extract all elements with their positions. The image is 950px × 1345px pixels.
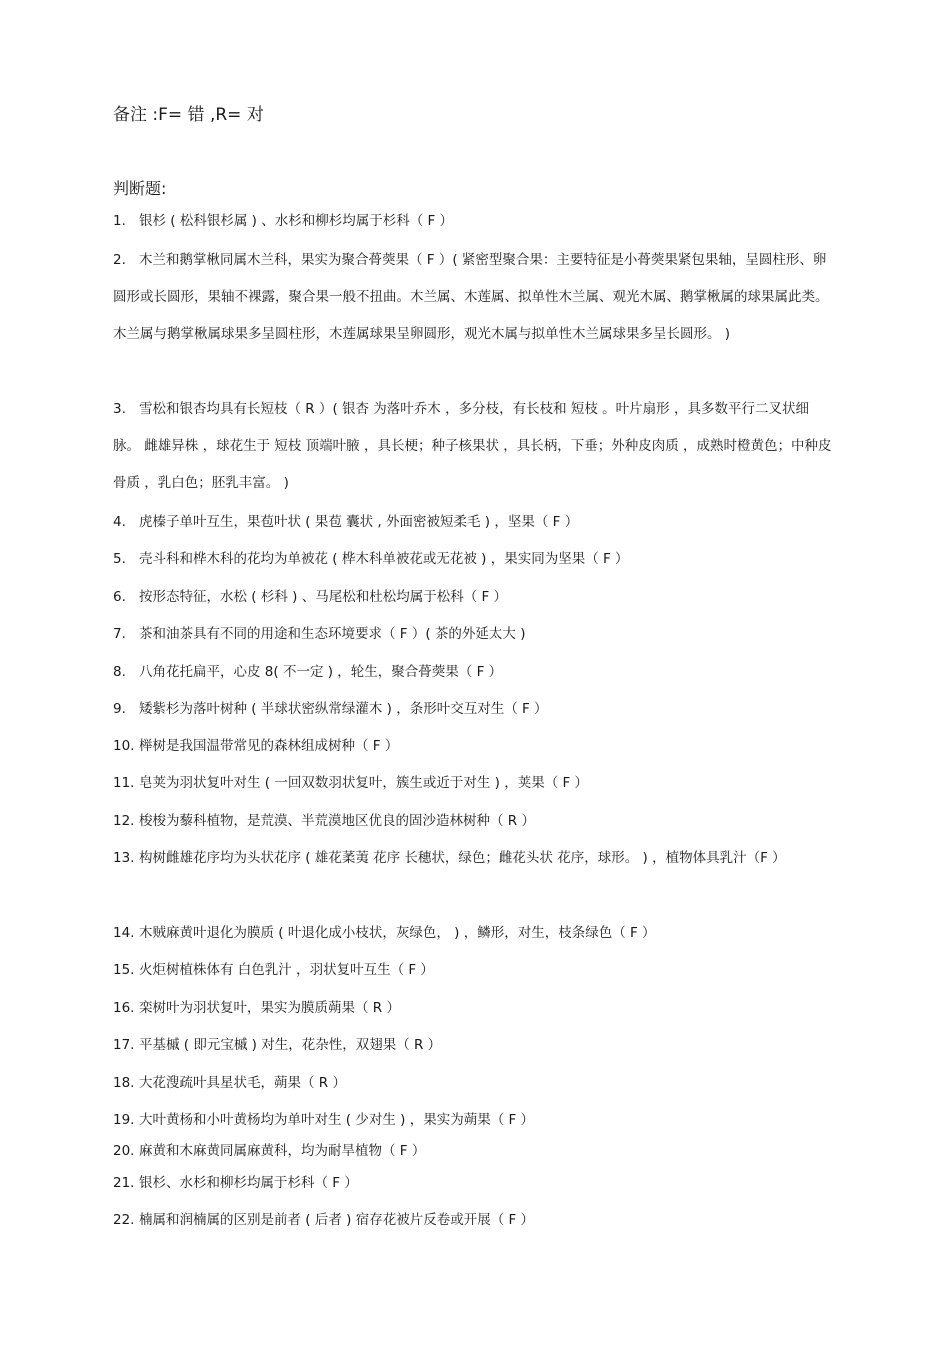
question-number: 6.: [113, 589, 126, 605]
question-text: 构树雌雄花序均为头状花序 ( 雄花葇荑 花序 长穗状，绿色；雌花头状 花序，球形。 ) ，植物体具乳汁（F ）: [139, 850, 786, 866]
question-number: 3.: [113, 401, 126, 417]
question-item: [113, 617, 833, 651]
question-item: [113, 692, 833, 726]
question-text: 雪松和银杏均具有长短枝（ R ）( 银杏 为落叶乔木 ，多分枝，有长枝和 短枝 。叶片扇形 ，具多数平行二叉状细脉。 雌雄异株 ，球花生于 短枝 顶端叶腋 ，具长梗；种子核果状 ，具长柄，下垂；外种皮肉质 ，成熟时橙黄色；中种皮骨质 ，乳白色；胚乳丰富。 ): [113, 401, 832, 491]
question-item: [113, 542, 833, 576]
question-number: 12.: [113, 813, 135, 829]
question-item: [113, 729, 833, 763]
question-item: [113, 655, 833, 689]
question-item: [113, 840, 833, 877]
question-item: [113, 580, 833, 614]
question-item: [113, 991, 833, 1025]
question-text: 虎榛子单叶互生，果苞叶状 ( 果苞 囊状 , 外面密被短柔毛 ) ，坚果（ F ）: [139, 514, 579, 530]
question-item: [113, 391, 833, 502]
question-text: 银杉、水杉和柳杉均属于杉科（ F ）: [139, 1175, 358, 1191]
question-text: 银杉 ( 松科银杉属 ) 、水杉和柳杉均属于杉科（ F ）: [139, 213, 454, 229]
question-text: 八角花托扁平，心皮 8( 不一定 ) ，轮生，聚合蓇葖果（ F ）: [139, 664, 503, 680]
question-number: 15.: [113, 962, 135, 978]
question-text: 麻黄和木麻黄同属麻黄科，均为耐旱植物（ F ）: [139, 1143, 426, 1159]
note-line: 备注 :F= 错 ,R= 对: [113, 105, 264, 125]
question-text: 木兰和鹅掌楸同属木兰科，果实为聚合蓇葖果（ F ）( 紧密型聚合果：主要特征是小蓇葖果紧包果轴，呈圆柱形、卵圆形或长圆形，果轴不裸露，聚合果一般不扭曲。木兰属、木莲属、拟单性木兰属、观光木属、鹅掌楸属的球果属此类。木兰属与鹅掌楸属球果多呈圆柱形，木莲属球果呈卵圆形，观光木属与拟单性木兰属球果多呈长圆形。 ): [113, 252, 829, 342]
question-text: 壳斗科和桦木科的花均为单被花 ( 桦木科单被花或无花被 ) ，果实同为坚果（ F ）: [139, 551, 629, 567]
question-text: 皂荚为羽状复叶对生 ( 一回双数羽状复叶，簇生或近于对生 ) ，荚果（ F ）: [139, 775, 589, 791]
question-item: [113, 1066, 833, 1100]
question-number: 4.: [113, 514, 126, 530]
question-number: 16.: [113, 1000, 135, 1016]
section-heading: 判断题:: [113, 179, 167, 198]
question-item: [113, 1134, 833, 1168]
question-number: 19.: [113, 1112, 135, 1128]
question-text: 火炬树植株体有 白色乳汁 ，羽状复叶互生（ F ）: [139, 962, 434, 978]
question-item: [113, 916, 833, 950]
question-number: 17.: [113, 1037, 135, 1053]
question-number: 5.: [113, 551, 126, 567]
question-text: 大叶黄杨和小叶黄杨均为单叶对生 ( 少对生 ) ，果实为蒴果（ F ）: [139, 1112, 535, 1128]
question-text: 楠属和润楠属的区别是前者 ( 后者 ) 宿存花被片反卷或开展（ F ）: [139, 1212, 535, 1228]
question-item: [113, 242, 833, 353]
question-text: 平基槭 ( 即元宝槭 ) 对生，花杂性，双翅果（ R ）: [139, 1037, 442, 1053]
question-item: [113, 1203, 833, 1237]
question-text: 大花溲疏叶具星状毛，蒴果（ R ）: [139, 1075, 346, 1091]
question-item: [113, 804, 833, 838]
question-number: 14.: [113, 925, 135, 941]
question-item: [113, 1103, 833, 1137]
question-text: 梭梭为藜科植物，是荒漠、半荒漠地区优良的固沙造林树种（ R ）: [139, 813, 535, 829]
question-text: 木贼麻黄叶退化为膜质 ( 叶退化成小枝状，灰绿色， ) ，鳞形，对生，枝条绿色（ F ）: [139, 925, 656, 941]
question-item: [113, 766, 833, 800]
question-text: 榉树是我国温带常见的森林组成树种（ F ）: [139, 738, 399, 754]
question-text: 矮紫杉为落叶树种 ( 半球状密纵常绿灌木 ) ，条形叶交互对生（ F ）: [139, 701, 548, 717]
question-number: 10.: [113, 738, 135, 754]
question-text: 栾树叶为羽状复叶，果实为膜质蒴果（ R ）: [139, 1000, 400, 1016]
question-number: 8.: [113, 664, 126, 680]
question-number: 13.: [113, 850, 135, 866]
question-number: 9.: [113, 701, 126, 717]
question-item: [113, 953, 833, 987]
question-number: 11.: [113, 775, 135, 791]
question-number: 2.: [113, 252, 126, 268]
question-item: [113, 1166, 833, 1200]
question-number: 18.: [113, 1075, 135, 1091]
question-text: 茶和油茶具有不同的用途和生态环境要求（ F ）( 茶的外延太大 ): [139, 626, 526, 642]
question-number: 1.: [113, 213, 126, 229]
question-item: [113, 1028, 833, 1062]
question-number: 7.: [113, 626, 126, 642]
question-item: [113, 505, 833, 539]
question-item: [113, 204, 833, 238]
question-text: 按形态特征，水松 ( 杉科 ) 、马尾松和杜松均属于松科（ F ）: [139, 589, 508, 605]
question-number: 22.: [113, 1212, 135, 1228]
question-number: 21.: [113, 1175, 135, 1191]
question-number: 20.: [113, 1143, 135, 1159]
